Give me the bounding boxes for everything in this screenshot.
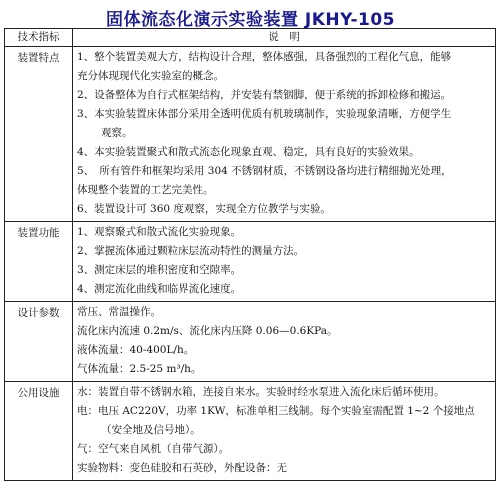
header-description: 说 明 <box>73 29 496 47</box>
list-item: 气：空气来自风机（自带气源）。 <box>77 443 230 455</box>
list-item: 液体流量：40-400L/h。 <box>77 344 195 356</box>
row-label: 装置功能 <box>5 222 73 302</box>
list-item: 电：电压 AC220V，功率 1KW，标准单相三线制。每个实验室需配置 1~2 个接地点 <box>77 405 475 417</box>
list-item: 4、本实验装置聚式和散式流态化现象直观、稳定，具有良好的实验效果。 <box>77 146 420 158</box>
list-item: 充分体现现代化实验室的概念。 <box>77 70 224 82</box>
table-row <box>5 222 496 302</box>
table-row <box>5 382 496 481</box>
row-content <box>73 47 496 222</box>
list-item: 实验物料：变色硅胶和石英砂，外配设备：无 <box>77 462 287 474</box>
row-label: 公用设施 <box>5 382 73 481</box>
list-item: 气体流量：2.5-25 m³/h。 <box>77 363 202 375</box>
list-item: 3、本实验装置床体部分采用全透明优质有机玻璃制作，实验现象清晰，方便学生 <box>77 108 452 120</box>
page-title: 固体流态化演示实验装置 JKHY-105 <box>106 10 395 30</box>
table-row <box>5 302 496 382</box>
row-label: 装置特点 <box>5 47 73 222</box>
list-item: 观察。 <box>101 127 133 139</box>
list-item: 3、测定床层的堆积密度和空隙率。 <box>77 264 242 276</box>
list-item: 2、设备整体为自行式框架结构，并安装有禁铟脚，便于系统的拆卸检修和搬运。 <box>77 89 452 101</box>
list-item: 2、掌握流体通过颗粒床层流动特性的测量方法。 <box>77 245 305 257</box>
table-row <box>5 47 496 222</box>
list-item: 1、整个装置美观大方，结构设计合理，整体感强，具备强烈的工程化气息，能够 <box>77 51 452 63</box>
list-item: 1、观察聚式和散式流化实验现象。 <box>77 226 242 238</box>
list-item: 5、 所有管件和框架均采用 304 不锈钢材质，不锈钢设备均进行精细抛光处理， <box>77 165 452 177</box>
row-content <box>73 302 496 382</box>
list-item: 流化床内流速 0.2m/s、流化床内压降 0.06—0.6KPa。 <box>77 325 338 337</box>
list-item: 6、装置设计可 360 度观察，实现全方位教学与实验。 <box>77 203 331 215</box>
list-item: 常压、常温操作。 <box>77 306 161 318</box>
row-label: 设计参数 <box>5 302 73 382</box>
row-content <box>73 222 496 302</box>
header-spec: 技术指标 <box>5 29 73 47</box>
list-item: 体现整个装置的工艺完美性。 <box>77 184 214 196</box>
list-item: （安全地及信号地）。 <box>101 424 201 436</box>
list-item: 水：装置自带不锈钢水箱，连接自来水。实验时经水泵进入流化床后循环使用。 <box>77 386 445 398</box>
list-item: 4、测定流化曲线和临界流化速度。 <box>77 283 242 295</box>
row-content <box>73 382 496 481</box>
table-header-row <box>5 29 496 47</box>
spec-table <box>4 28 496 481</box>
